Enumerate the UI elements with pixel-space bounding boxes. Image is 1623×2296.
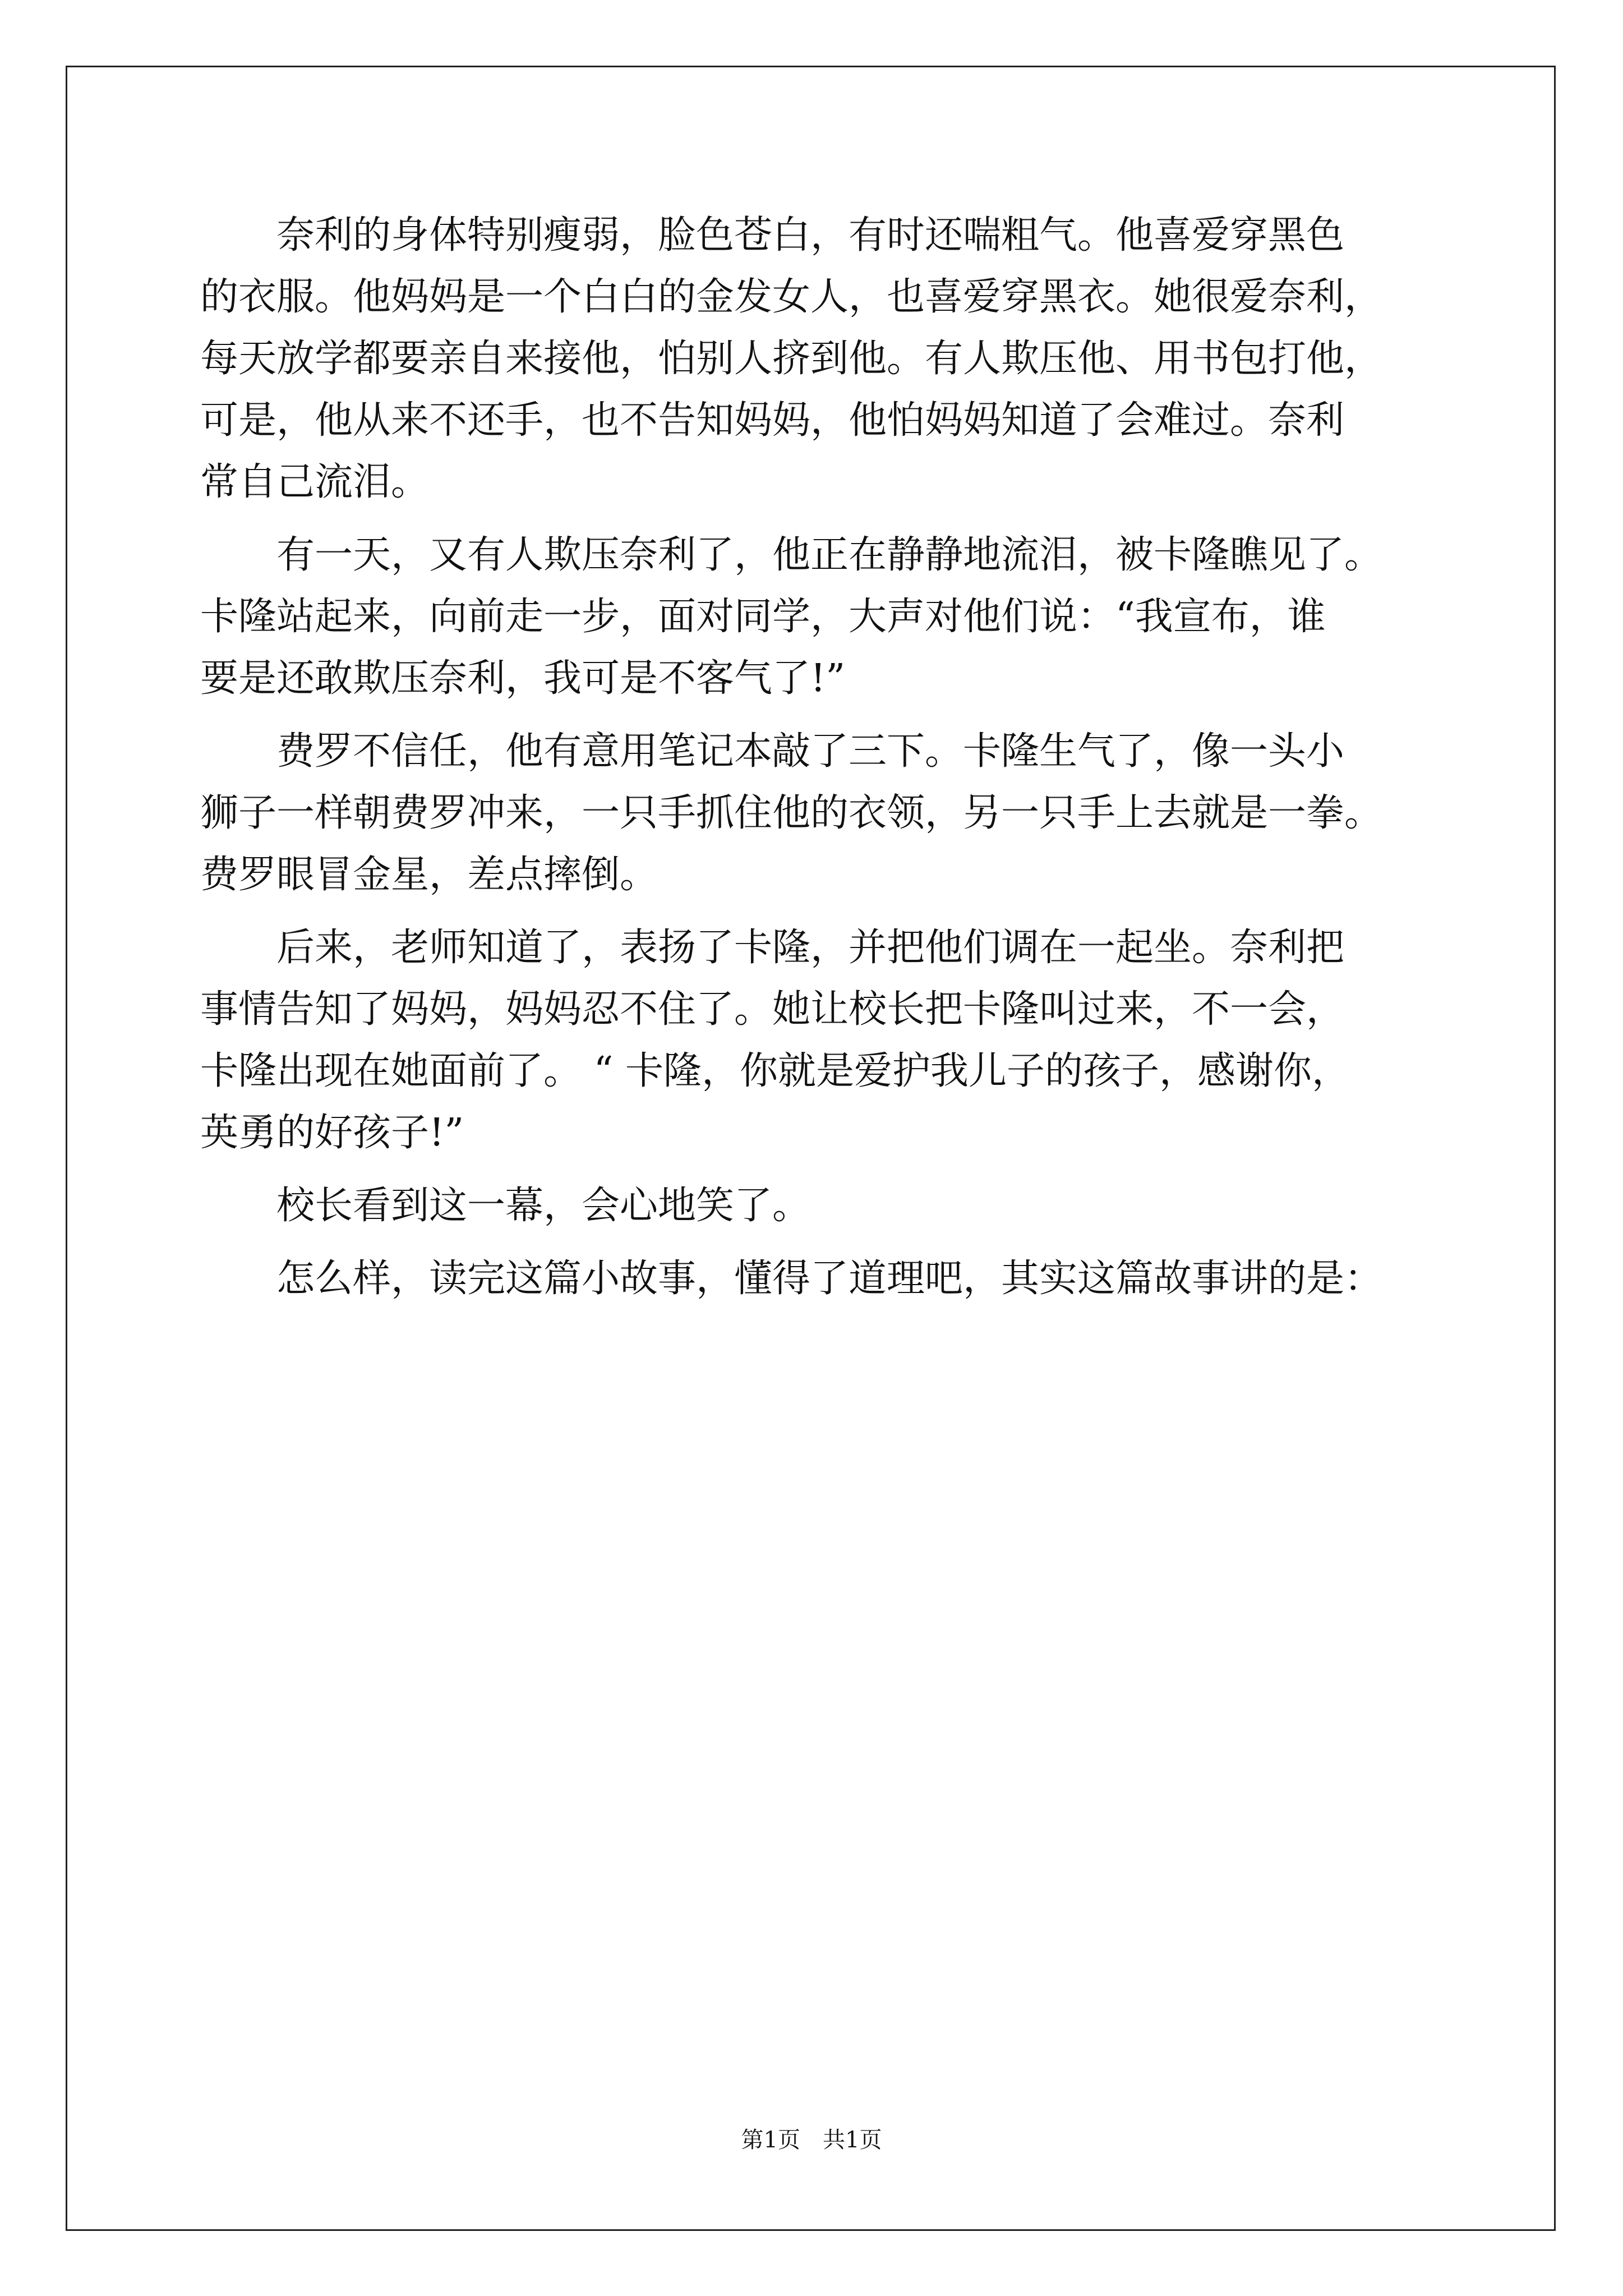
text-line: 怎么样，读完这篇小故事，懂得了道理吧，其实这篇故事讲的是： <box>200 1257 1383 1301</box>
text-line: 每天放学都要亲自来接他，怕别人挤到他。有人欺压他、用书包打他， <box>200 337 1383 381</box>
text-line: 可是，他从来不还手，也不告知妈妈，他怕妈妈知道了会难过。奈利 <box>200 398 1345 443</box>
text-line: 要是还敢欺压奈利，我可是不客气了!” <box>200 656 846 701</box>
text-line: 卡隆出现在她面前了。 “ 卡隆，你就是爱护我儿子的孩子，感谢你， <box>200 1049 1350 1093</box>
text-line: 事情告知了妈妈，妈妈忍不住了。她让校长把卡隆叫过来，不一会， <box>200 987 1345 1032</box>
text-line: 奈利的身体特别瘦弱，脸色苍白，有时还喘粗气。他喜爱穿黑色 <box>200 213 1345 257</box>
text-line: 后来，老师知道了，表扬了卡隆，并把他们调在一起坐。奈利把 <box>200 926 1345 970</box>
text-line: 狮子一样朝费罗冲来，一只手抓住他的衣领，另一只手上去就是一拳。 <box>200 791 1383 835</box>
text-line: 有一天，又有人欺压奈利了，他正在静静地流泪，被卡隆瞧见了。 <box>200 533 1383 577</box>
page-footer <box>0 2123 1623 2157</box>
text-line: 的衣服。他妈妈是一个白白的金发女人，也喜爱穿黑衣。她很爱奈利， <box>200 275 1383 319</box>
text-line: 常自己流泪。 <box>200 460 430 504</box>
text-line: 费罗不信任，他有意用笔记本敲了三下。卡隆生气了，像一头小 <box>200 729 1345 774</box>
text-line: 卡隆站起来，向前走一步，面对同学，大声对他们说：“我宣布，谁 <box>200 595 1326 639</box>
page-number: 第1页 共1页 <box>741 2127 882 2153</box>
text-line: 校长看到这一幕，会心地笑了。 <box>200 1184 811 1228</box>
text-line: 英勇的好孩子!” <box>200 1111 464 1155</box>
text-line: 费罗眼冒金星，差点摔倒。 <box>200 853 658 897</box>
